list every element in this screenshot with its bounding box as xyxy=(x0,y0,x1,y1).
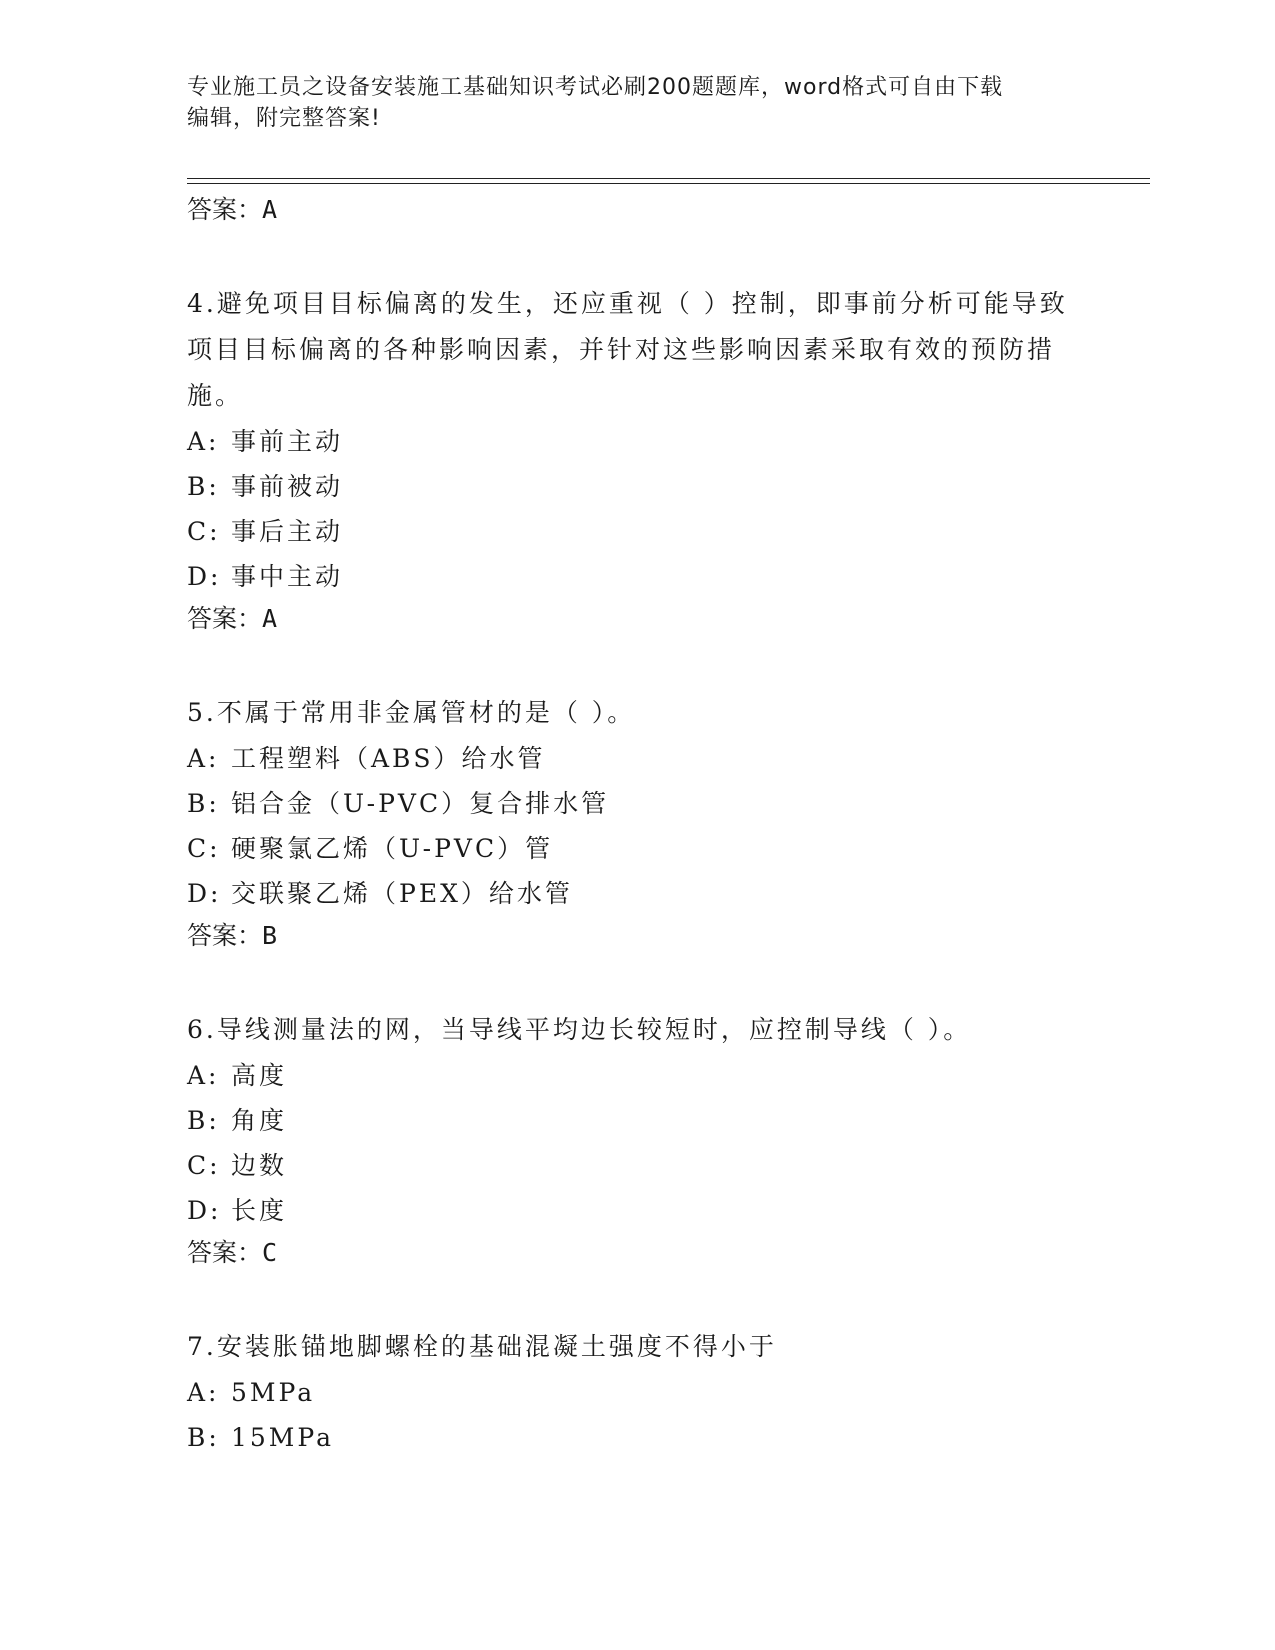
answer-line xyxy=(187,1233,1087,1273)
option-text: 硬聚氯乙烯（U-PVC）管 xyxy=(231,834,554,863)
header-title-line1: 专业施工员之设备安装施工基础知识考试必刷200题题库，word格式可自由下载 xyxy=(187,75,1004,100)
option-letter: B: xyxy=(187,789,220,818)
option-b xyxy=(187,781,1087,826)
option-c xyxy=(187,509,1087,554)
option-letter: D: xyxy=(187,879,222,908)
option-text: 长度 xyxy=(231,1196,288,1225)
option-text: 角度 xyxy=(231,1106,288,1135)
option-b xyxy=(187,1098,1087,1143)
option-a xyxy=(187,419,1087,464)
option-text: 5MPa xyxy=(231,1378,316,1407)
option-c xyxy=(187,826,1087,871)
answer-label: 答案： xyxy=(187,604,263,633)
question-6 xyxy=(187,1007,1087,1273)
question-text: 7.安装胀锚地脚螺栓的基础混凝土强度不得小于 xyxy=(187,1332,777,1361)
option-c xyxy=(187,1143,1087,1188)
option-letter: B: xyxy=(187,1423,220,1452)
page-header xyxy=(187,72,1067,134)
option-text: 事后主动 xyxy=(231,517,344,546)
option-letter: A: xyxy=(187,427,220,456)
question-7 xyxy=(187,1324,1087,1460)
option-text: 事前主动 xyxy=(231,427,344,456)
answer-value: A xyxy=(262,604,278,633)
option-d xyxy=(187,1188,1087,1233)
option-letter: A: xyxy=(187,1061,220,1090)
option-letter: C: xyxy=(187,834,221,863)
question-4 xyxy=(187,281,1087,639)
answer-value: A xyxy=(262,195,278,224)
option-letter: D: xyxy=(187,1196,222,1225)
option-b xyxy=(187,464,1087,509)
option-text: 事中主动 xyxy=(231,562,344,591)
question-text: 4.避免项目目标偏离的发生，还应重视（ ）控制，即事前分析可能导致项目目标偏离的各种影响因素，并针对这些影响因素采取有效的预防措施。 xyxy=(187,289,1068,410)
document-body xyxy=(187,190,1087,1511)
option-b xyxy=(187,1415,1087,1460)
answer-label: 答案： xyxy=(187,195,263,224)
option-text: 工程塑料（ABS）给水管 xyxy=(231,744,546,773)
answer-label: 答案： xyxy=(187,1238,263,1267)
option-text: 事前被动 xyxy=(231,472,344,501)
option-letter: D: xyxy=(187,562,222,591)
option-letter: B: xyxy=(187,472,220,501)
question-text: 5.不属于常用非金属管材的是（ ）。 xyxy=(187,698,636,727)
option-text: 边数 xyxy=(231,1151,288,1180)
option-text: 15MPa xyxy=(231,1423,335,1452)
option-text: 高度 xyxy=(231,1061,288,1090)
option-letter: C: xyxy=(187,517,221,546)
option-letter: C: xyxy=(187,1151,221,1180)
option-letter: B: xyxy=(187,1106,220,1135)
header-title-line2: 编辑，附完整答案! xyxy=(187,106,381,131)
answer-line xyxy=(187,190,1087,230)
answer-label: 答案： xyxy=(187,921,263,950)
option-d xyxy=(187,871,1087,916)
answer-line xyxy=(187,599,1087,639)
header-divider xyxy=(187,178,1150,184)
answer-value: C xyxy=(262,1238,278,1267)
answer-line xyxy=(187,916,1087,956)
option-d xyxy=(187,554,1087,599)
question-5 xyxy=(187,690,1087,956)
answer-value: B xyxy=(262,921,278,950)
option-letter: A: xyxy=(187,744,220,773)
option-a xyxy=(187,1370,1087,1415)
option-a xyxy=(187,1053,1087,1098)
option-text: 铝合金（U-PVC）复合排水管 xyxy=(231,789,610,818)
option-text: 交联聚乙烯（PEX）给水管 xyxy=(231,879,573,908)
option-a xyxy=(187,736,1087,781)
question-text: 6.导线测量法的网，当导线平均边长较短时，应控制导线（ ）。 xyxy=(187,1015,972,1044)
option-letter: A: xyxy=(187,1378,220,1407)
